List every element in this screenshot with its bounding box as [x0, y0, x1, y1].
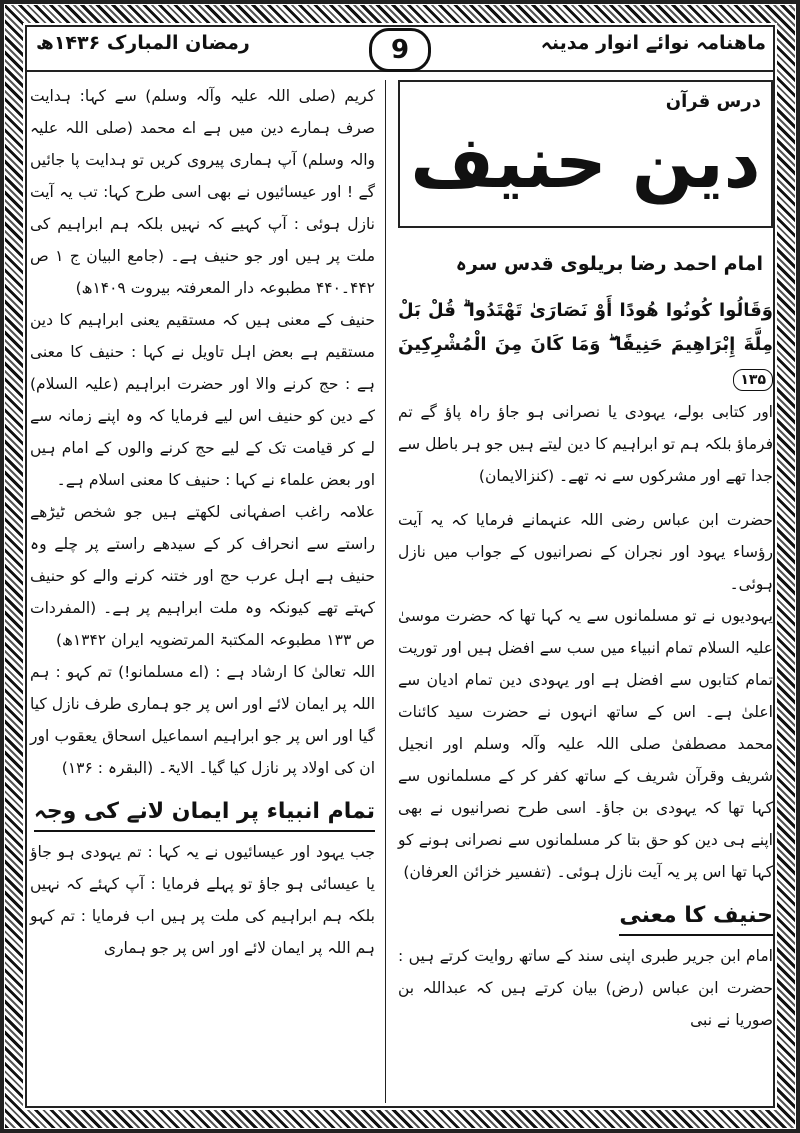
ayah-text: وَقَالُوا كُونُوا هُودًا أَوْ نَصَارَىٰ تَهْتَدُوا ۗ قُلْ بَلْ مِلَّةَ إِبْرَاهِيمَ حَنِيفًا ۖ وَمَا كَانَ مِنَ الْمُشْرِكِينَ — [398, 300, 773, 355]
column-divider — [385, 80, 386, 1103]
issue-date: رمضان المبارک ۱۴۳۶ھ — [36, 32, 250, 54]
section-heading: تمام انبیاء پر ایمان لانے کی وجہ — [34, 796, 375, 832]
left-column — [30, 80, 375, 1103]
subheading-wrap — [30, 784, 375, 836]
page-number: 9 — [369, 28, 431, 72]
paragraph: جب یہود اور عیسائیوں نے یہ کہا : تم یہودی ہو جاؤ یا عیسائی ہو جاؤ تو پہلے فرمایا : آپ کہئے کہ نہیں بلکہ ہم ابراہیم کی ملت پر ہیں اب فرمایا : تم کہو ہم اللہ پر ایمان لائے اور اس پر جو ہماری — [30, 843, 375, 957]
ayah-number: ۱۳۵ — [733, 369, 773, 391]
title-box — [398, 80, 773, 228]
article-title: دین حنیف — [410, 120, 761, 204]
magazine-name: ماھنامہ نوائے انوار مدینہ — [540, 32, 766, 54]
paragraph: اللہ تعالیٰ کا ارشاد ہے : (اے مسلمانو!) تم کہو : ہم اللہ پر ایمان لائے اور اس پر جو ہماری طرف نازل کیا گیا اور اس پر جو ابراہیم اسماعیل اسحاق یعقوب اور ان کی اولاد پر نازل کیا گیا۔ الایۃ۔ (البقرہ : ۱۳۶) — [30, 663, 375, 777]
page-header — [26, 26, 774, 72]
ayah-translation: اور کتابی بولے، یہودی یا نصرانی ہو جاؤ راہ پاؤ گے تم فرماؤ بلکہ ہم تو ابراہیم کا دین لیتے ہیں جو ہر باطل سے جدا تھے اور مشرکوں سے نہ تھے۔ (کنزالایمان) — [398, 403, 773, 485]
subheading-wrap — [398, 888, 773, 940]
author-name: امام احمد رضا بریلوی قدس سرہ — [455, 253, 763, 275]
quran-ayah — [398, 294, 773, 396]
paragraph: کریم (صلی اللہ علیہ وآلہ وسلم) سے کہا: ہدایت صرف ہمارے دین میں ہے اے محمد (صلی اللہ علیہ والہ وسلم) آپ ہماری پیروی کریں تو ہدایت پا جائیں گے ! اور عیسائیوں نے بھی اسی طرح کہا: تب یہ آیت نازل ہوئی : آپ کہیے کہ نہیں بلکہ ہم ابراہیم کی ملت پر ہیں اور جو حنیف ہے۔ (جامع البیان ج ۱ ص ۴۴۲۔۴۴۰ مطبوعہ دار المعرفتہ بیروت ۱۴۰۹ھ) — [30, 87, 375, 297]
paragraph: حضرت ابن عباس رضی اللہ عنہمانے فرمایا کہ یہ آیت رؤساء یہود اور نجران کے نصرانیوں کے جواب میں نازل ہوئی۔ — [398, 511, 773, 593]
paragraph: یہودیوں نے تو مسلمانوں سے یہ کہا تھا کہ حضرت موسیٰ علیہ السلام تمام انبیاء میں سب سے افضل ہیں اور توریت تمام کتابوں سے افضل ہے اور یہودی دین تمام ادیان سے اعلیٰ ہے۔ اس کے ساتھ انہوں نے حضرت سید کائنات محمد مصطفیٰ صلی اللہ علیہ وآلہ وسلم اور انجیل شریف وقرآن شریف کے ساتھ کفر کر کے مسلمانوں سے کہا تھا کہ یہودی بن جاؤ۔ اسی طرح نصرانیوں نے بھی اپنے ہی دین کو حق بتا کر مسلمانوں سے نصرانی ہونے کو کہا تھا اس پر یہ آیت نازل ہوئی۔ (تفسیر خزائن العرفان) — [398, 607, 773, 881]
paragraph: حنیف کے معنی ہیں کہ مستقیم یعنی ابراہیم کا دین مستقیم ہے بعض اہل تاویل نے کہا : حنیف کا معنی ہے : حج کرنے والا اور حضرت ابراہیم (علیہ السلام) کے دین کو حنیف اس لیے فرمایا کہ وہ اپنے زمانہ سے لے کر قیامت تک کے لیے حج کرنے والوں کے امام ہیں اور بعض علماء نے کہا : حنیف کا معنی اسلام ہے۔ — [30, 311, 375, 489]
paragraph: امام ابن جریر طبری اپنی سند کے ساتھ روایت کرتے ہیں : حضرت ابن عباس (رض) بیان کرتے ہیں کہ عبداللہ بن صوریا نے نبی — [398, 947, 773, 1029]
paragraph: علامہ راغب اصفہانی لکھتے ہیں جو شخص ٹیڑھے راستے سے انحراف کر کے سیدھے راستے پر چلے وہ حنیف ہے اہل عرب حج اور ختنہ کرنے والے کو حنیف کہتے تھے کیونکہ وہ ملت ابراہیم پر ہے۔ (المفردات ص ۱۳۳ مطبوعہ المکتبۃ المرتضویہ ایران ۱۳۴۲ھ) — [30, 503, 375, 649]
series-label: درس قرآن — [665, 91, 761, 112]
section-heading: حنیف کا معنی — [619, 900, 773, 936]
right-column — [398, 80, 773, 1103]
